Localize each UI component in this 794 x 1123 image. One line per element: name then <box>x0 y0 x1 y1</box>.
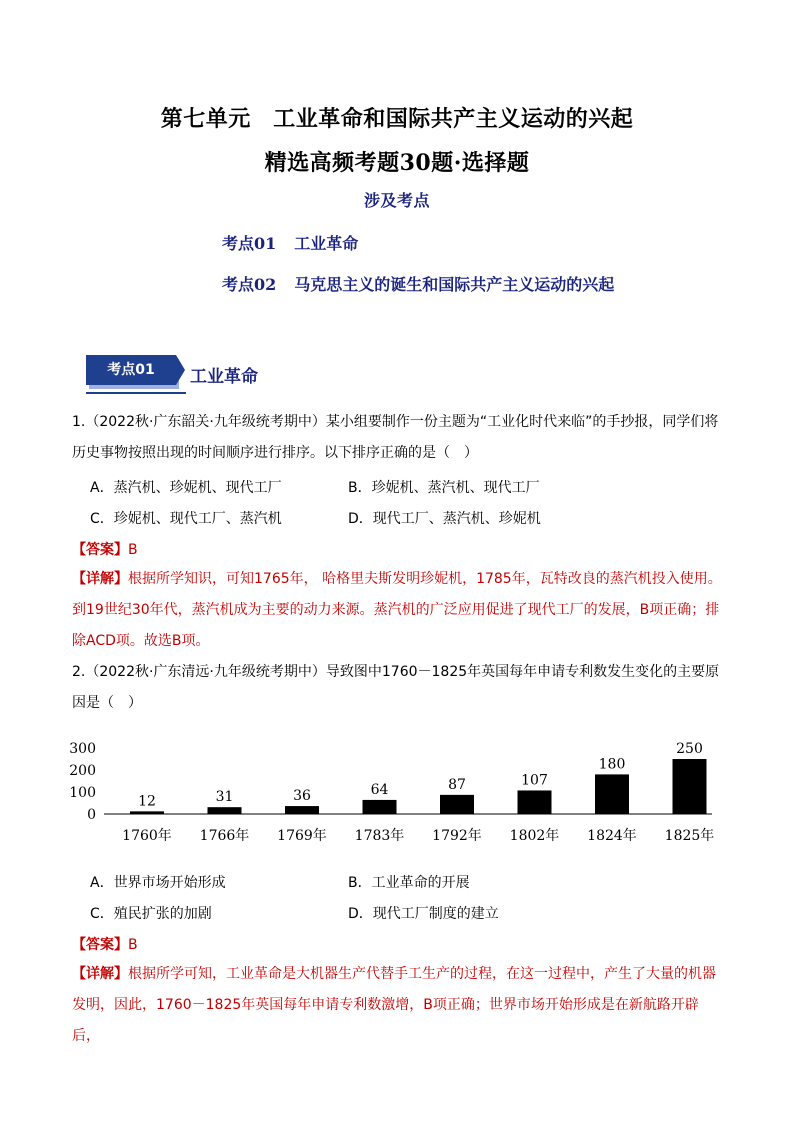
x-tick-label: 1766年 <box>199 828 250 844</box>
x-tick-label: 1824年 <box>587 828 637 844</box>
bar <box>518 790 552 814</box>
answer-tag: 【答案】 <box>72 937 128 953</box>
x-tick-label: 1792年 <box>432 828 482 844</box>
bar <box>208 807 242 814</box>
page-title: 第七单元 工业革命和国际共产主义运动的兴起 <box>160 106 634 132</box>
data-label: 36 <box>293 788 311 805</box>
detail-tag: 【详解】 <box>72 966 128 982</box>
bar <box>130 811 164 814</box>
question-1-answer <box>72 539 138 559</box>
topic-item-2 <box>222 272 614 295</box>
topics-heading: 涉及考点 <box>363 191 430 210</box>
answer-value: B <box>128 542 138 558</box>
data-label: 250 <box>676 741 703 757</box>
detail-text: 根据所学可知，工业革命是大机器生产代替手工生产的过程，在这一过程中，产生了大量的机器发明，因此，1760－1825年英国每年申请专利数激增，B项正确；世界市场开始形成是在新航路开辟后， <box>72 966 716 1044</box>
question-1-option-b: B．珍妮机、蒸汽机、现代工厂 <box>348 480 540 496</box>
question-2-stem: 2.（2022秋·广东清远·九年级统考期中）导致图中1760－1825年英国每年申请专利数发生变化的主要原因是（ ） <box>72 664 720 711</box>
y-tick-label: 300 <box>69 741 96 757</box>
section-badge: 考点01 <box>86 355 176 385</box>
section-underline <box>86 392 186 394</box>
y-tick-label: 0 <box>87 807 96 823</box>
bar <box>440 795 474 814</box>
question-2-option-b: B．工业革命的开展 <box>348 875 470 891</box>
x-tick-label: 1825年 <box>664 828 715 844</box>
question-1-option-c: C．珍妮机、现代工厂、蒸汽机 <box>90 511 282 527</box>
x-tick-label: 1783年 <box>354 828 405 844</box>
data-label: 107 <box>521 772 548 789</box>
topic-code: 考点02 <box>222 275 277 294</box>
question-2-answer <box>72 934 138 954</box>
bar <box>673 759 707 814</box>
detail-tag: 【详解】 <box>72 571 128 587</box>
bar <box>595 774 629 814</box>
topic-code: 考点01 <box>222 234 277 253</box>
question-2-option-d: D．现代工厂制度的建立 <box>348 906 499 922</box>
question-1-option-a: A．蒸汽机、珍妮机、现代工厂 <box>90 480 282 496</box>
answer-value: B <box>128 937 138 953</box>
section-title: 工业革命 <box>190 367 258 387</box>
x-tick-label: 1760年 <box>122 828 172 844</box>
topic-name: 工业革命 <box>294 234 359 253</box>
topic-name: 马克思主义的诞生和国际共产主义运动的兴起 <box>294 275 615 294</box>
data-label: 64 <box>370 781 389 798</box>
question-1-stem: 1.（2022秋·广东韶关·九年级统考期中）某小组要制作一份主题为“工业化时代来临”的手抄报，同学们将历史事物按照出现的时间顺序进行排序。以下排序正确的是（ ） <box>72 414 719 461</box>
data-label: 12 <box>138 793 156 810</box>
x-tick-label: 1769年 <box>277 828 327 844</box>
question-2-detail <box>72 959 724 1052</box>
y-tick-label: 200 <box>69 763 96 779</box>
question-2-option-a: A．世界市场开始形成 <box>90 875 226 891</box>
data-label: 31 <box>215 789 234 806</box>
y-tick-label: 100 <box>69 785 96 801</box>
question-1-option-d: D．现代工厂、蒸汽机、珍妮机 <box>348 511 541 527</box>
bar <box>285 806 319 814</box>
x-tick-label: 1802年 <box>509 828 560 844</box>
data-label: 180 <box>598 756 626 773</box>
bar <box>363 800 397 814</box>
detail-text: 根据所学知识，可知1765年， 哈格里夫斯发明珍妮机，1785年，瓦特改良的蒸汽机投入使用。到19世纪30年代，蒸汽机成为主要的动力来源。蒸汽机的广泛应用促进了现代工厂的发展，B项正确；排除ACD项。故选B项。 <box>72 571 722 649</box>
patent-bar-chart <box>69 728 722 848</box>
answer-tag: 【答案】 <box>72 542 128 558</box>
question-1-detail <box>72 564 724 657</box>
question-2-option-c: C．殖民扩张的加剧 <box>90 906 212 922</box>
page-subtitle: 精选高频考题30题·选择题 <box>264 150 530 176</box>
data-label: 87 <box>448 776 466 793</box>
topic-item-1 <box>222 231 358 254</box>
